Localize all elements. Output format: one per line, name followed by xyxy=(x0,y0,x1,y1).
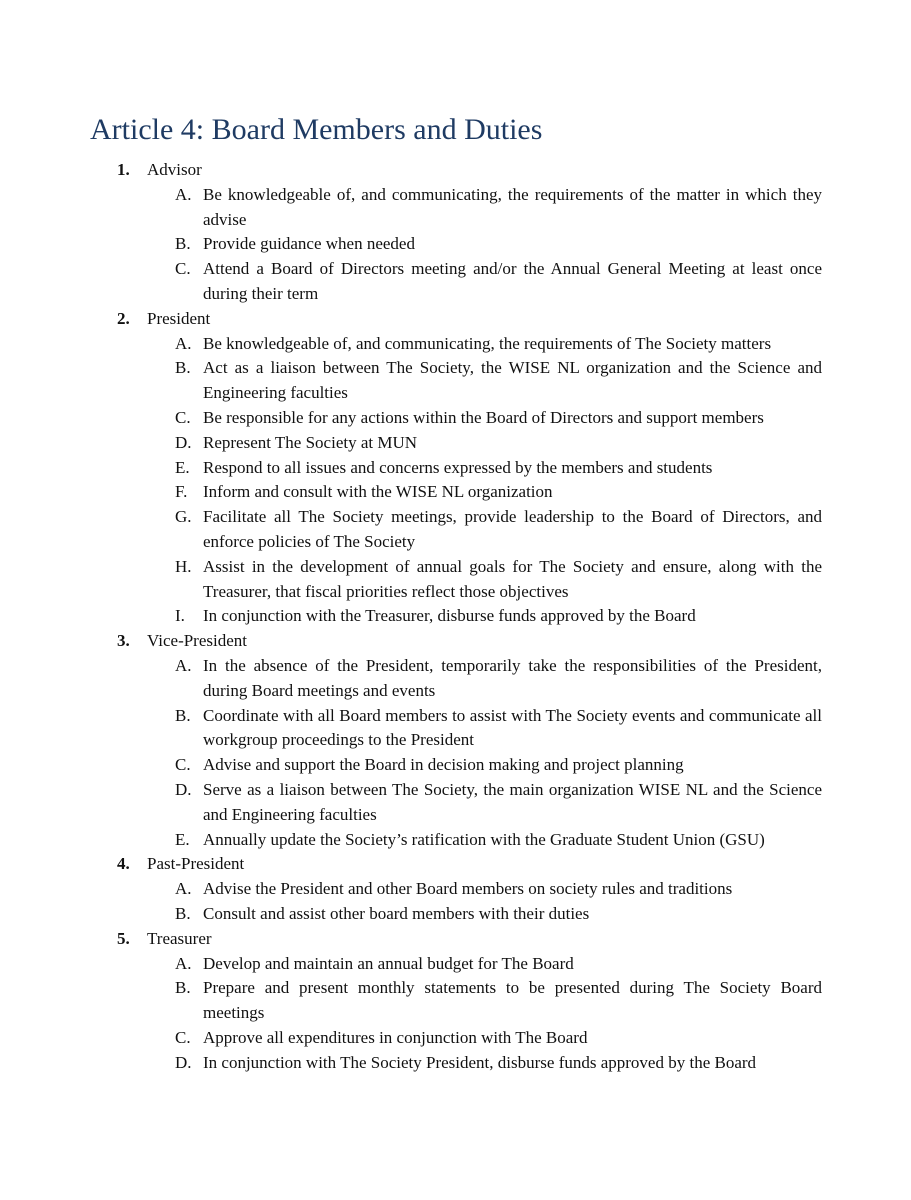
duty-item xyxy=(175,877,822,902)
duty-item xyxy=(175,1026,822,1051)
section-number: 2. xyxy=(117,308,130,328)
duty-item xyxy=(175,753,822,778)
duty-letter: A. xyxy=(175,953,192,973)
duty-text: Consult and assist other board members with their duties xyxy=(203,903,590,923)
duty-item xyxy=(175,704,822,754)
duty-text: Advise the President and other Board members on society rules and traditions xyxy=(203,879,733,899)
duty-item xyxy=(175,1051,822,1076)
section-number: 3. xyxy=(117,631,130,651)
duty-letter: B. xyxy=(175,705,191,725)
duty-letter: C. xyxy=(175,259,191,279)
section-title: President xyxy=(147,308,211,328)
duty-item xyxy=(175,356,822,406)
duty-letter: D. xyxy=(175,432,192,452)
duty-letter: C. xyxy=(175,407,191,427)
duty-list xyxy=(0,877,911,927)
section-number: 1. xyxy=(117,160,130,179)
duty-text: Represent The Society at MUN xyxy=(203,432,418,452)
duty-item xyxy=(175,257,822,307)
duty-text: Advise and support the Board in decision making and project planning xyxy=(203,755,684,775)
duty-letter: A. xyxy=(175,184,192,204)
duty-item xyxy=(175,604,822,629)
duty-letter: I. xyxy=(175,606,185,626)
section-title: Past-President xyxy=(147,854,245,874)
section-title: Vice-President xyxy=(147,631,247,651)
section-heading xyxy=(0,629,911,654)
section-heading xyxy=(0,307,911,332)
duty-list xyxy=(0,183,911,307)
duty-text: Inform and consult with the WISE NL organization xyxy=(203,482,553,502)
section-number: 4. xyxy=(117,854,130,874)
duty-letter: C. xyxy=(175,1027,191,1047)
duty-item xyxy=(175,431,822,456)
duty-letter: B. xyxy=(175,978,191,998)
duty-letter: B. xyxy=(175,234,191,254)
duty-list xyxy=(0,332,911,630)
duty-text: Assist in the development of annual goals for The Society and ensure, along with the Treasurer, that fiscal priorities reflect those objectives xyxy=(203,556,822,601)
duty-text: Approve all expenditures in conjunction with The Board xyxy=(203,1027,588,1047)
duty-text: In conjunction with The Society President, disburse funds approved by the Board xyxy=(203,1052,757,1072)
duty-text: Be knowledgeable of, and communicating, the requirements of The Society matters xyxy=(203,333,772,353)
section-treasurer xyxy=(0,927,911,1076)
duty-text: Be responsible for any actions within the Board of Directors and support members xyxy=(203,407,764,427)
duty-item xyxy=(175,976,822,1026)
section-number: 5. xyxy=(117,928,130,948)
duty-letter: A. xyxy=(175,333,192,353)
duty-letter: F. xyxy=(175,482,188,502)
section-president xyxy=(0,307,911,629)
duty-text: Attend a Board of Directors meeting and/or the Annual General Meeting at least once during their term xyxy=(203,259,822,303)
duty-letter: A. xyxy=(175,879,192,899)
duty-item xyxy=(175,555,822,605)
duty-text: Serve as a liaison between The Society, the main organization WISE NL and the Science and Engineering faculties xyxy=(203,779,822,824)
duty-text: Be knowledgeable of, and communicating, the requirements of the matter in which they advise xyxy=(203,184,822,229)
duty-item xyxy=(175,456,822,481)
duty-letter: G. xyxy=(175,507,192,527)
duty-letter: D. xyxy=(175,779,192,799)
duty-letter: B. xyxy=(175,358,191,378)
section-vice-president xyxy=(0,629,911,852)
duty-item xyxy=(175,232,822,257)
duty-text: Prepare and present monthly statements to be presented during The Society Board meetings xyxy=(203,978,822,1023)
duty-text: Annually update the Society’s ratification with the Graduate Student Union (GSU) xyxy=(203,829,765,849)
duty-text: In the absence of the President, temporarily take the responsibilities of the President, during Board meetings and events xyxy=(203,655,822,700)
duty-list xyxy=(0,952,911,1076)
duty-text: Act as a liaison between The Society, the WISE NL organization and the Science and Engineering faculties xyxy=(203,358,822,403)
duty-text: In conjunction with the Treasurer, disburse funds approved by the Board xyxy=(203,606,696,626)
section-heading xyxy=(0,158,911,183)
board-member-sections xyxy=(0,158,911,1075)
duty-item xyxy=(175,654,822,704)
duty-letter: C. xyxy=(175,755,191,775)
duty-letter: B. xyxy=(175,903,191,923)
duty-item xyxy=(175,406,822,431)
duty-letter: E. xyxy=(175,829,190,849)
duty-item xyxy=(175,505,822,555)
duty-letter: H. xyxy=(175,556,192,576)
duty-item xyxy=(175,952,822,977)
duty-letter: A. xyxy=(175,655,192,675)
section-advisor xyxy=(0,158,911,307)
duty-item xyxy=(175,902,822,927)
duty-text: Facilitate all The Society meetings, provide leadership to the Board of Directors, and enforce policies of The Society xyxy=(203,507,822,551)
duty-item xyxy=(175,778,822,828)
duty-text: Coordinate with all Board members to assist with The Society events and communicate all workgroup proceedings to the President xyxy=(203,705,822,750)
section-title: Treasurer xyxy=(147,928,212,948)
duty-item xyxy=(175,183,822,233)
duty-letter: E. xyxy=(175,457,190,477)
article-title: Article 4: Board Members and Duties xyxy=(90,113,543,146)
section-title: Advisor xyxy=(147,160,202,179)
section-heading xyxy=(0,927,911,952)
duty-item xyxy=(175,480,822,505)
duty-text: Respond to all issues and concerns expressed by the members and students xyxy=(203,457,713,477)
section-past-president xyxy=(0,852,911,926)
duty-item xyxy=(175,828,822,853)
duty-list xyxy=(0,654,911,852)
duty-text: Develop and maintain an annual budget for The Board xyxy=(203,953,574,973)
section-heading xyxy=(0,852,911,877)
duty-text: Provide guidance when needed xyxy=(203,234,415,254)
duty-letter: D. xyxy=(175,1052,192,1072)
duty-item xyxy=(175,332,822,357)
